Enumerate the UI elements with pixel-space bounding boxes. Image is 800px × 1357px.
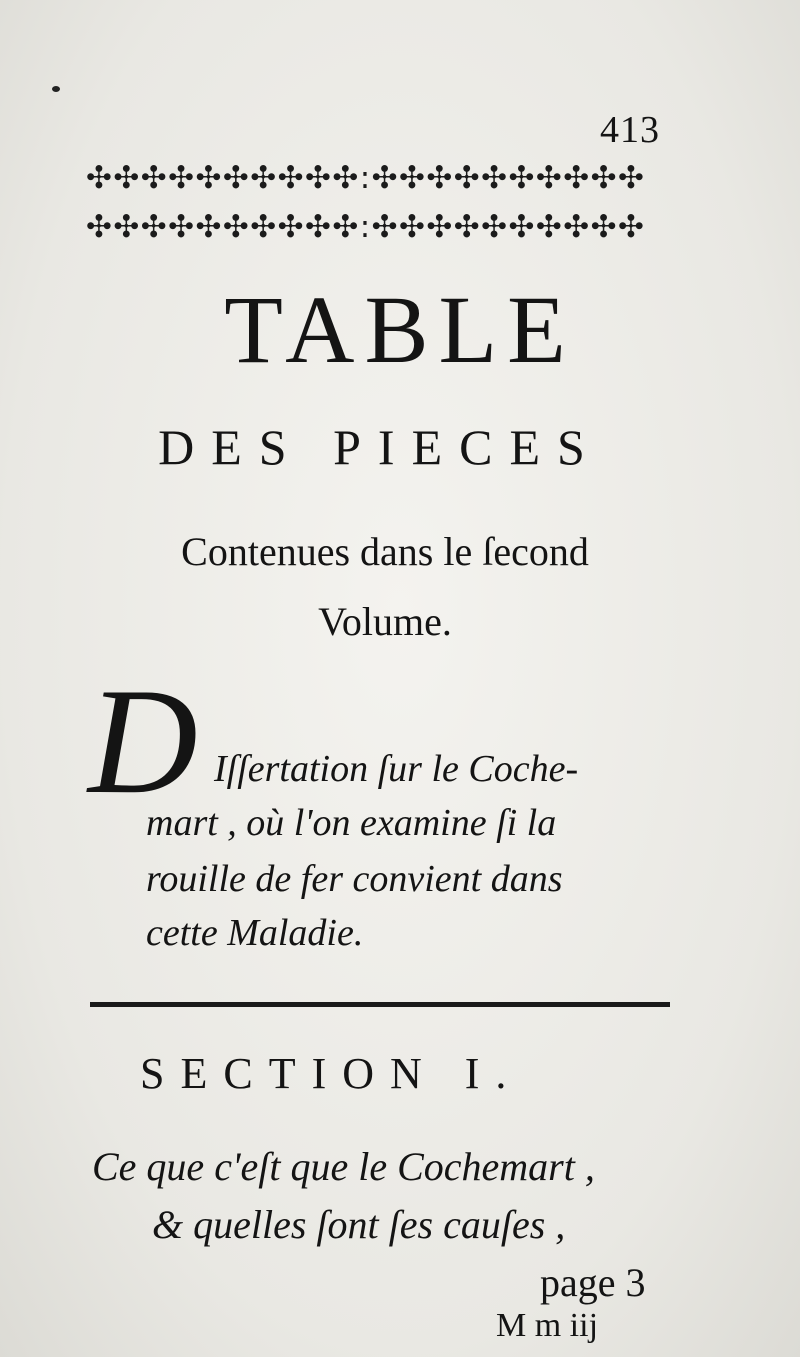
page-number: 413 [600,109,660,151]
subtitle-line-volume: Volume. [318,599,452,644]
entry-line-3: rouille de fer convient dans [146,858,563,900]
ornament-band-bottom: ✣✣✣✣✣✣✣✣✣✣:✣✣✣✣✣✣✣✣✣✣ [86,209,646,245]
section-item-line-1: Ce que c'eſt que le Cochemart , [92,1144,595,1189]
horizontal-rule [90,1002,670,1007]
entry-line-1: Iſſertation ſur le Coche- [214,748,579,790]
entry-line-2: mart , où l'on examine ſi la [146,802,557,844]
section-item-line-2: & quelles ſont ſes cauſes , [152,1202,566,1247]
subtitle-line-contenues: Contenues dans le ſecond [181,529,589,574]
entry-line-4: cette Maladie. [146,912,364,954]
page-title: TABLE [224,276,576,383]
printer-signature-mark: M m iij [496,1307,599,1344]
drop-cap: D [88,657,198,825]
ink-smudge [52,86,60,92]
page-subtitle: DES PIECES [158,419,602,475]
page-reference: page 3 [540,1260,646,1305]
ornament-band-top: ✣✣✣✣✣✣✣✣✣✣:✣✣✣✣✣✣✣✣✣✣ [86,160,646,196]
section-heading: SECTION I. [140,1049,523,1098]
